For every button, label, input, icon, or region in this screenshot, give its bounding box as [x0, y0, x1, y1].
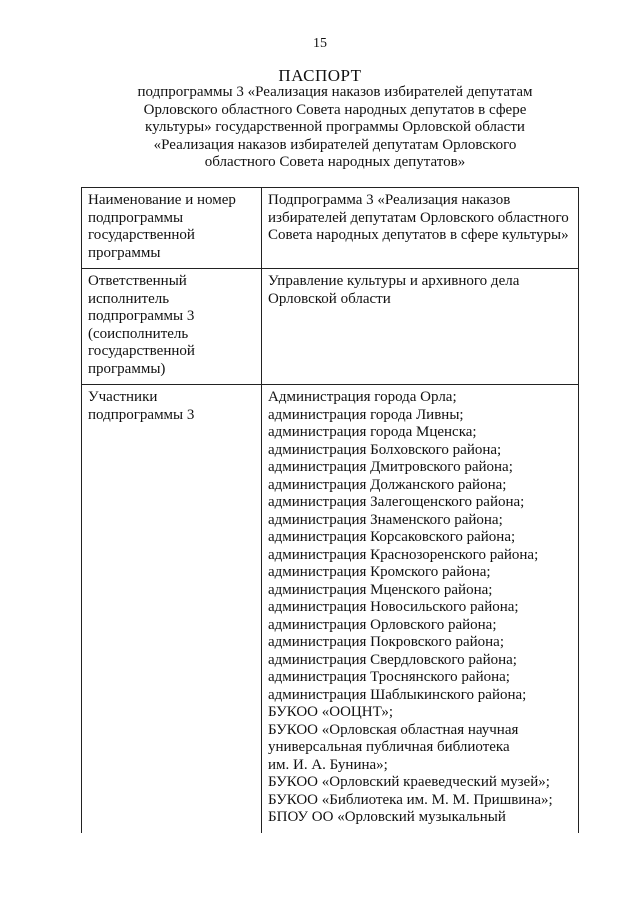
- row-label-cell: [82, 269, 262, 385]
- table-row-responsible-executor: [82, 269, 579, 385]
- label-line: подпрограммы 3: [88, 406, 195, 423]
- participants-list: [268, 389, 572, 827]
- page-number: 15: [313, 36, 327, 51]
- list-item: администрация Залегощенского района;: [268, 494, 525, 510]
- label-line: подпрограммы 3: [88, 308, 195, 324]
- list-item: администрация Краснозоренского района;: [268, 546, 539, 563]
- list-item: администрация Орловского района;: [268, 616, 497, 633]
- list-item: администрация Шаблыкинского района;: [268, 686, 527, 703]
- list-item: БУКОО «ООЦНТ»;: [268, 704, 394, 720]
- list-item: администрация Должанского района;: [268, 476, 507, 493]
- value-line: Управление культуры и архивного дела: [268, 273, 520, 289]
- label-line: государственной: [88, 343, 195, 359]
- label-line: Участники: [88, 389, 158, 405]
- row-label-cell: [82, 188, 262, 269]
- list-item: администрация Кромского района;: [268, 564, 491, 580]
- value-line: Подпрограмма 3 «Реализация наказов: [268, 192, 511, 208]
- list-item: БУКОО «Орловский краеведческий музей»;: [268, 774, 550, 790]
- label-line: программы: [88, 244, 161, 261]
- label-line: Ответственный: [88, 273, 187, 289]
- passport-table: [81, 187, 579, 833]
- list-item: администрация города Ливны;: [268, 406, 464, 423]
- table-row-program-name: [82, 188, 579, 269]
- label-line: исполнитель: [88, 290, 170, 307]
- list-item: администрация Покровского района;: [268, 634, 504, 650]
- list-item: универсальная публичная библиотека: [268, 739, 510, 755]
- subtitle-line: областного Совета народных депутатов»: [204, 154, 466, 170]
- list-item: администрация Троснянского района;: [268, 669, 510, 685]
- value-line: Совета народных депутатов в сфере культуры»: [268, 227, 569, 243]
- row-value-cell: [262, 188, 579, 269]
- row-value-cell: [262, 385, 579, 833]
- value-line: Орловской области: [268, 290, 391, 307]
- subtitle-line: Орловского областного Совета народных депутатов в сфере: [143, 101, 527, 118]
- list-item: администрация Свердловского района;: [268, 651, 517, 668]
- list-item: администрация Новосильского района;: [268, 599, 519, 615]
- list-item: администрация города Мценска;: [268, 424, 477, 440]
- list-item: администрация Дмитровского района;: [268, 459, 513, 475]
- subtitle-line: «Реализация наказов избирателей депутатам Орловского: [153, 136, 517, 153]
- label-line: подпрограммы: [88, 209, 184, 226]
- list-item: БУКОО «Орловская областная научная: [268, 721, 519, 738]
- list-item: Администрация города Орла;: [268, 389, 457, 405]
- label-line: программы): [88, 360, 166, 377]
- list-item: БУКОО «Библиотека им. М. М. Пришвина»;: [268, 791, 553, 808]
- table-row-participants: [82, 385, 579, 833]
- document-subtitle: [100, 84, 570, 172]
- label-line: государственной: [88, 227, 195, 243]
- list-item: БПОУ ОО «Орловский музыкальный: [268, 809, 506, 825]
- row-value-cell: [262, 269, 579, 385]
- document-title: ПАСПОРТ: [278, 66, 362, 85]
- subtitle-line: культуры» государственной программы Орловской области: [145, 119, 525, 135]
- subtitle-line: подпрограммы 3 «Реализация наказов избирателей депутатам: [137, 84, 533, 100]
- row-label-cell: [82, 385, 262, 833]
- list-item: администрация Мценского района;: [268, 581, 493, 598]
- label-line: (соисполнитель: [88, 325, 189, 342]
- value-line: избирателей депутатам Орловского областного: [268, 209, 569, 226]
- list-item: администрация Корсаковского района;: [268, 529, 516, 545]
- list-item: администрация Болховского района;: [268, 441, 502, 458]
- list-item: им. И. А. Бунина»;: [268, 756, 388, 773]
- list-item: администрация Знаменского района;: [268, 511, 503, 528]
- label-line: Наименование и номер: [88, 192, 236, 208]
